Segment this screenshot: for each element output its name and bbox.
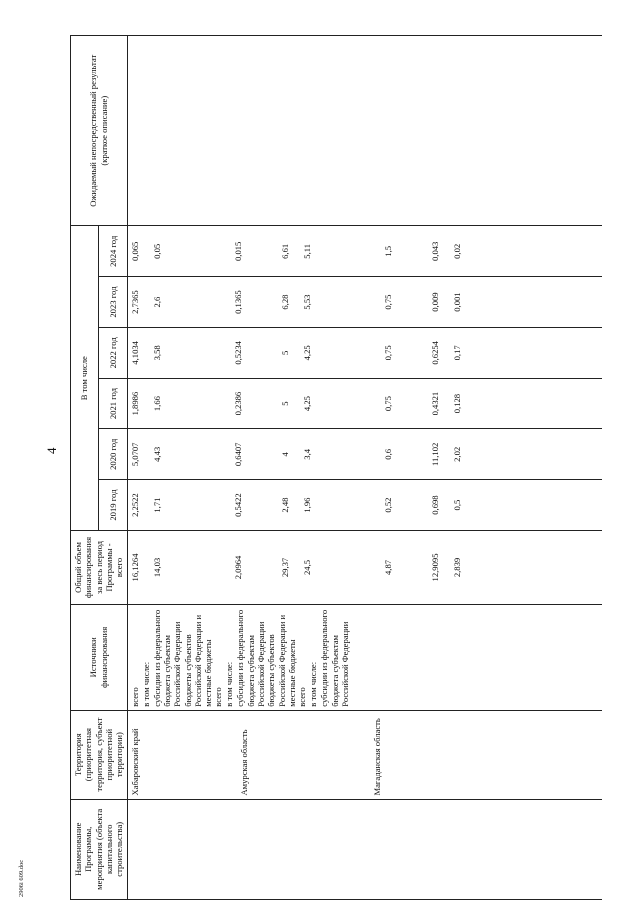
year-value: 3,58 <box>151 345 162 361</box>
year-value: 3,4 <box>301 448 312 460</box>
year-value: 2,7365 <box>129 290 140 314</box>
source-label: в том числе: <box>308 661 319 707</box>
funding-source-column <box>127 604 602 710</box>
source-label: субсидии из федерального бюджета субъектам Российской Федерации <box>235 609 267 707</box>
year-value: 0,043 <box>429 241 440 261</box>
year-value: 0,52 <box>382 497 393 513</box>
source-label: всего <box>129 687 140 707</box>
header-year: 2022 год <box>99 327 127 378</box>
year-value: 0,4321 <box>429 391 440 416</box>
year-value: 5,0707 <box>129 442 140 467</box>
year-value: 0,02 <box>451 243 462 259</box>
header-total-funding: Общий объем финансирования за весь период Программы - всего <box>71 530 128 604</box>
year-value: 0,009 <box>429 292 440 312</box>
source-label: в том числе: <box>140 661 151 707</box>
year-value: 0,5422 <box>232 493 243 517</box>
total-value: 14,03 <box>151 557 162 578</box>
source-label: всего <box>213 687 224 707</box>
total-value: 4,87 <box>382 559 393 575</box>
table-body-row <box>127 36 602 900</box>
year-value: 6,28 <box>279 294 290 310</box>
file-reference: 2906i 609.doc <box>18 859 25 897</box>
program-name-cell <box>127 799 602 899</box>
year-value: 4,1034 <box>129 341 140 365</box>
year-value: 0,17 <box>451 345 462 361</box>
header-expected-result: Ожидаемый непосредственный результат (краткое описание) <box>71 36 128 226</box>
year-value: 1,96 <box>301 497 312 513</box>
source-label: субсидии из федерального бюджета субъектам Российской Федерации <box>151 609 183 707</box>
year-value: 4 <box>279 452 290 457</box>
year-value: 1,8986 <box>129 391 140 416</box>
year-column <box>127 226 602 277</box>
header-year: 2019 год <box>99 480 127 531</box>
header-funding-source: Источники финансирования <box>71 604 128 710</box>
year-value: 0,5234 <box>232 341 243 365</box>
year-value: 1,66 <box>151 396 162 412</box>
year-column <box>127 480 602 531</box>
header-year: 2023 год <box>99 277 127 328</box>
year-value: 1,5 <box>382 245 393 257</box>
source-label: в том числе: <box>224 661 235 707</box>
header-year: 2020 год <box>99 429 127 480</box>
year-value: 5 <box>279 350 290 355</box>
year-value: 0,75 <box>382 396 393 412</box>
source-label: всего <box>297 687 308 707</box>
year-value: 0,128 <box>451 393 462 414</box>
header-year: 2024 год <box>99 226 127 277</box>
year-value: 0,75 <box>382 294 393 310</box>
year-value: 5,53 <box>301 294 312 310</box>
source-label: бюджеты субъектов Российской Федерации и местные бюджеты <box>266 614 297 707</box>
year-value: 0,015 <box>232 241 243 261</box>
year-value: 4,25 <box>301 345 312 361</box>
total-value: 29,37 <box>279 557 290 578</box>
total-value: 24,5 <box>301 559 312 575</box>
year-column <box>127 277 602 328</box>
year-value: 11,102 <box>429 442 440 466</box>
year-column <box>127 429 602 480</box>
year-value: 0,698 <box>429 495 440 515</box>
year-value: 0,6254 <box>429 341 440 365</box>
program-funding-table <box>70 35 602 900</box>
year-value: 0,001 <box>451 292 462 312</box>
expected-result-cell <box>127 36 602 226</box>
header-year: 2021 год <box>99 378 127 429</box>
total-value: 16,1264 <box>129 553 140 582</box>
year-value: 0,2386 <box>232 391 243 416</box>
year-column <box>127 378 602 429</box>
year-value: 2,02 <box>451 446 462 462</box>
year-value: 4,25 <box>301 396 312 412</box>
year-value: 2,48 <box>279 497 290 513</box>
year-column <box>127 327 602 378</box>
program-funding-table-wrapper <box>70 35 640 900</box>
year-value: 0,6407 <box>232 442 243 467</box>
header-including: В том числе <box>71 226 99 531</box>
territory-name: Хабаровский край <box>129 728 140 796</box>
territory-name: Магаданская область <box>371 718 382 796</box>
year-value: 0,75 <box>382 345 393 361</box>
total-funding-column <box>127 530 602 604</box>
territory-column <box>127 710 602 799</box>
source-label: бюджеты субъектов Российской Федерации и местные бюджеты <box>182 614 214 707</box>
header-program-name: Наименование Программы, мероприятия (объекта капитального строительства) <box>71 799 128 899</box>
year-value: 6,61 <box>279 243 290 259</box>
total-value: 12,9095 <box>429 553 440 582</box>
source-label: субсидии из федерального бюджета субъектам Российской Федерации <box>319 609 350 707</box>
year-value: 5,11 <box>301 243 312 259</box>
year-value: 0,6 <box>382 448 393 460</box>
total-value: 2,839 <box>451 557 462 578</box>
year-value: 1,71 <box>151 497 162 513</box>
year-value: 0,5 <box>451 499 462 511</box>
year-value: 4,43 <box>151 446 162 462</box>
year-value: 2,2522 <box>129 493 140 517</box>
year-value: 5 <box>279 401 290 406</box>
year-value: 0,1365 <box>232 290 243 314</box>
total-value: 2,0964 <box>232 555 243 580</box>
page-number: 4 <box>44 447 59 454</box>
year-value: 0,065 <box>129 241 140 261</box>
territory-name: Амурская область <box>238 729 249 796</box>
year-value: 2,6 <box>151 296 162 308</box>
year-value: 0,05 <box>151 243 162 259</box>
header-territory: Территория (приоритетная территория, субъект приоритетной территории) <box>71 710 128 799</box>
